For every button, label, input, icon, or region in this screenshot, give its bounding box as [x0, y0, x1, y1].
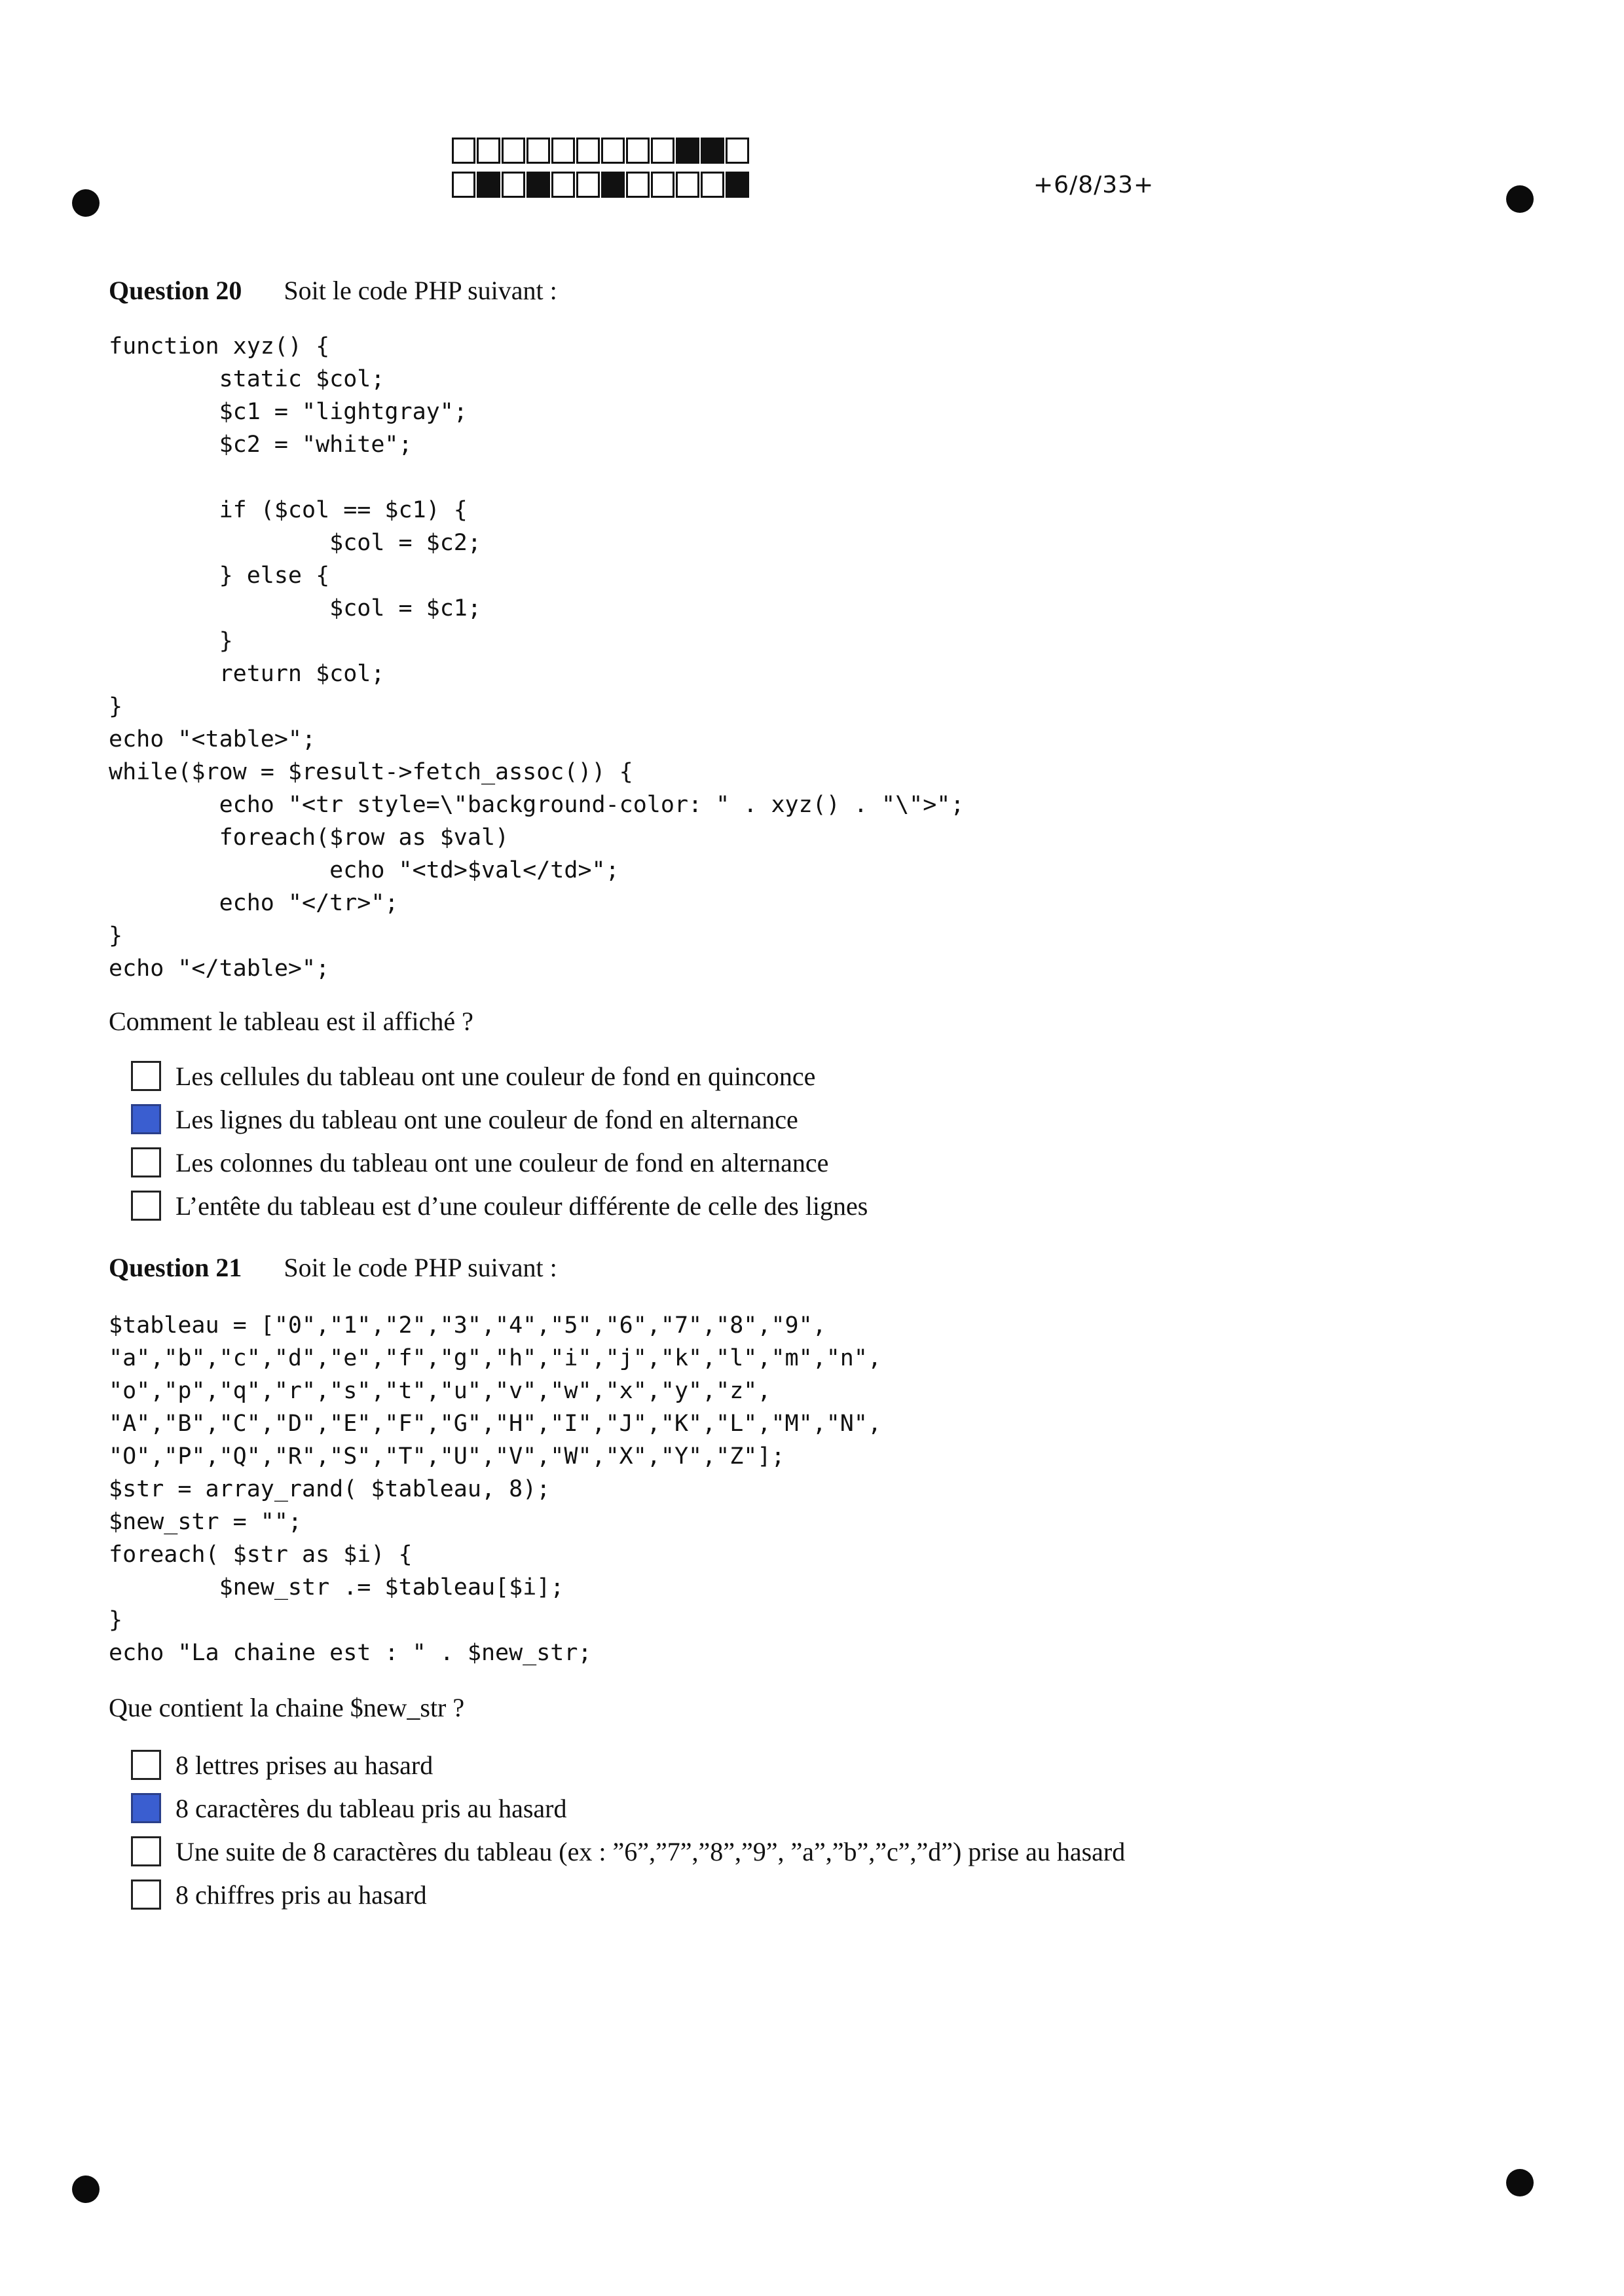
- answer-checkbox[interactable]: [131, 1879, 161, 1910]
- answer-list: [131, 1743, 1125, 1916]
- answer-checkbox[interactable]: [131, 1191, 161, 1221]
- barcode-cell: [651, 172, 674, 198]
- barcode-cell: [576, 172, 600, 198]
- barcode-cell: [626, 172, 650, 198]
- barcode-cell: [477, 138, 500, 164]
- code-block: function xyz() { static $col; $c1 = "lightgray"; $c2 = "white"; if ($col == $c1) { $col = $c2; } else { $col = $c1; } return $col; } echo "<table>"; while($row = $result->fetch_assoc()) { echo "<tr style=\"background-color: " . xyz() . "\">"; foreach($row as $val) echo "<td>$val</td>"; echo "</tr>"; } echo "</table>";: [109, 333, 965, 982]
- page-identifier: +6/8/33+: [1033, 172, 1154, 198]
- answer-option[interactable]: [131, 1743, 1125, 1787]
- answer-checkbox[interactable]: [131, 1750, 161, 1780]
- answer-option[interactable]: [131, 1787, 1125, 1830]
- barcode-cell: [502, 138, 525, 164]
- barcode-cell: [551, 138, 575, 164]
- barcode-cell: [701, 172, 724, 198]
- answer-option[interactable]: [131, 1873, 1125, 1916]
- barcode-cell: [601, 172, 625, 198]
- barcode-cell: [477, 172, 500, 198]
- answer-option[interactable]: [131, 1830, 1125, 1873]
- barcode-row-1: [452, 138, 750, 164]
- answer-option[interactable]: [131, 1098, 868, 1141]
- answer-checkbox[interactable]: [131, 1793, 161, 1823]
- question-intro: Soit le code PHP suivant :: [284, 276, 557, 305]
- answer-text: 8 lettres prises au hasard: [175, 1750, 434, 1780]
- barcode-row-2: [452, 172, 750, 198]
- barcode-cell: [502, 172, 525, 198]
- barcode-cell: [701, 138, 724, 164]
- barcode-cell: [626, 138, 650, 164]
- answer-checkbox[interactable]: [131, 1836, 161, 1866]
- answer-text: Les lignes du tableau ont une couleur de fond en alternance: [175, 1104, 798, 1134]
- question-label: Question 20: [109, 276, 242, 305]
- barcode-cell: [551, 172, 575, 198]
- barcode-cell: [526, 172, 550, 198]
- answer-text: 8 chiffres pris au hasard: [175, 1879, 427, 1910]
- answer-text: Les colonnes du tableau ont une couleur de fond en alternance: [175, 1147, 829, 1177]
- answer-option[interactable]: [131, 1141, 868, 1184]
- question-header: [109, 275, 557, 306]
- barcode-cell: [601, 138, 625, 164]
- barcode-cell: [452, 138, 475, 164]
- barcode-cell: [726, 172, 749, 198]
- registration-dot-top-left: [72, 189, 100, 217]
- answer-text: Les cellules du tableau ont une couleur de fond en quinconce: [175, 1061, 816, 1091]
- answer-checkbox[interactable]: [131, 1147, 161, 1177]
- question-intro: Soit le code PHP suivant :: [284, 1253, 557, 1282]
- question-prompt: Que contient la chaine $new_str ?: [109, 1693, 465, 1722]
- barcode-cell: [676, 138, 699, 164]
- answer-checkbox[interactable]: [131, 1061, 161, 1091]
- registration-dot-bottom-left: [72, 2176, 100, 2203]
- answer-option[interactable]: [131, 1054, 868, 1098]
- answer-text: L’entête du tableau est d’une couleur différente de celle des lignes: [175, 1191, 868, 1221]
- barcode-cell: [526, 138, 550, 164]
- answer-list: [131, 1054, 868, 1227]
- question-label: Question 21: [109, 1253, 242, 1282]
- barcode-cell: [676, 172, 699, 198]
- registration-dot-top-right: [1506, 185, 1534, 213]
- code-block: $tableau = ["0","1","2","3","4","5","6","7","8","9", "a","b","c","d","e","f","g","h","i","j","k","l","m","n", "o","p","q","r","s","t","u","v","w","x","y","z", "A","B","C","D","E","F","G","H","I","J","K","L","M","N", "O","P","Q","R","S","T","U","V","W","X","Y","Z"]; $str = array_rand( $tableau, 8); $new_str = ""; foreach( $str as $i) { $new_str .= $tableau[$i]; } echo "La chaine est : " . $new_str;: [109, 1312, 882, 1666]
- barcode-cell: [726, 138, 749, 164]
- question-prompt: Comment le tableau est il affiché ?: [109, 1007, 473, 1036]
- answer-checkbox[interactable]: [131, 1104, 161, 1134]
- registration-dot-bottom-right: [1506, 2169, 1534, 2196]
- question-header: [109, 1252, 557, 1283]
- answer-option[interactable]: [131, 1184, 868, 1227]
- barcode-cell: [576, 138, 600, 164]
- answer-text: 8 caractères du tableau pris au hasard: [175, 1793, 567, 1823]
- answer-text: Une suite de 8 caractères du tableau (ex : ”6”,”7”,”8”,”9”, ”a”,”b”,”c”,”d”) prise au hasard: [175, 1836, 1126, 1866]
- barcode-cell: [452, 172, 475, 198]
- barcode-cell: [651, 138, 674, 164]
